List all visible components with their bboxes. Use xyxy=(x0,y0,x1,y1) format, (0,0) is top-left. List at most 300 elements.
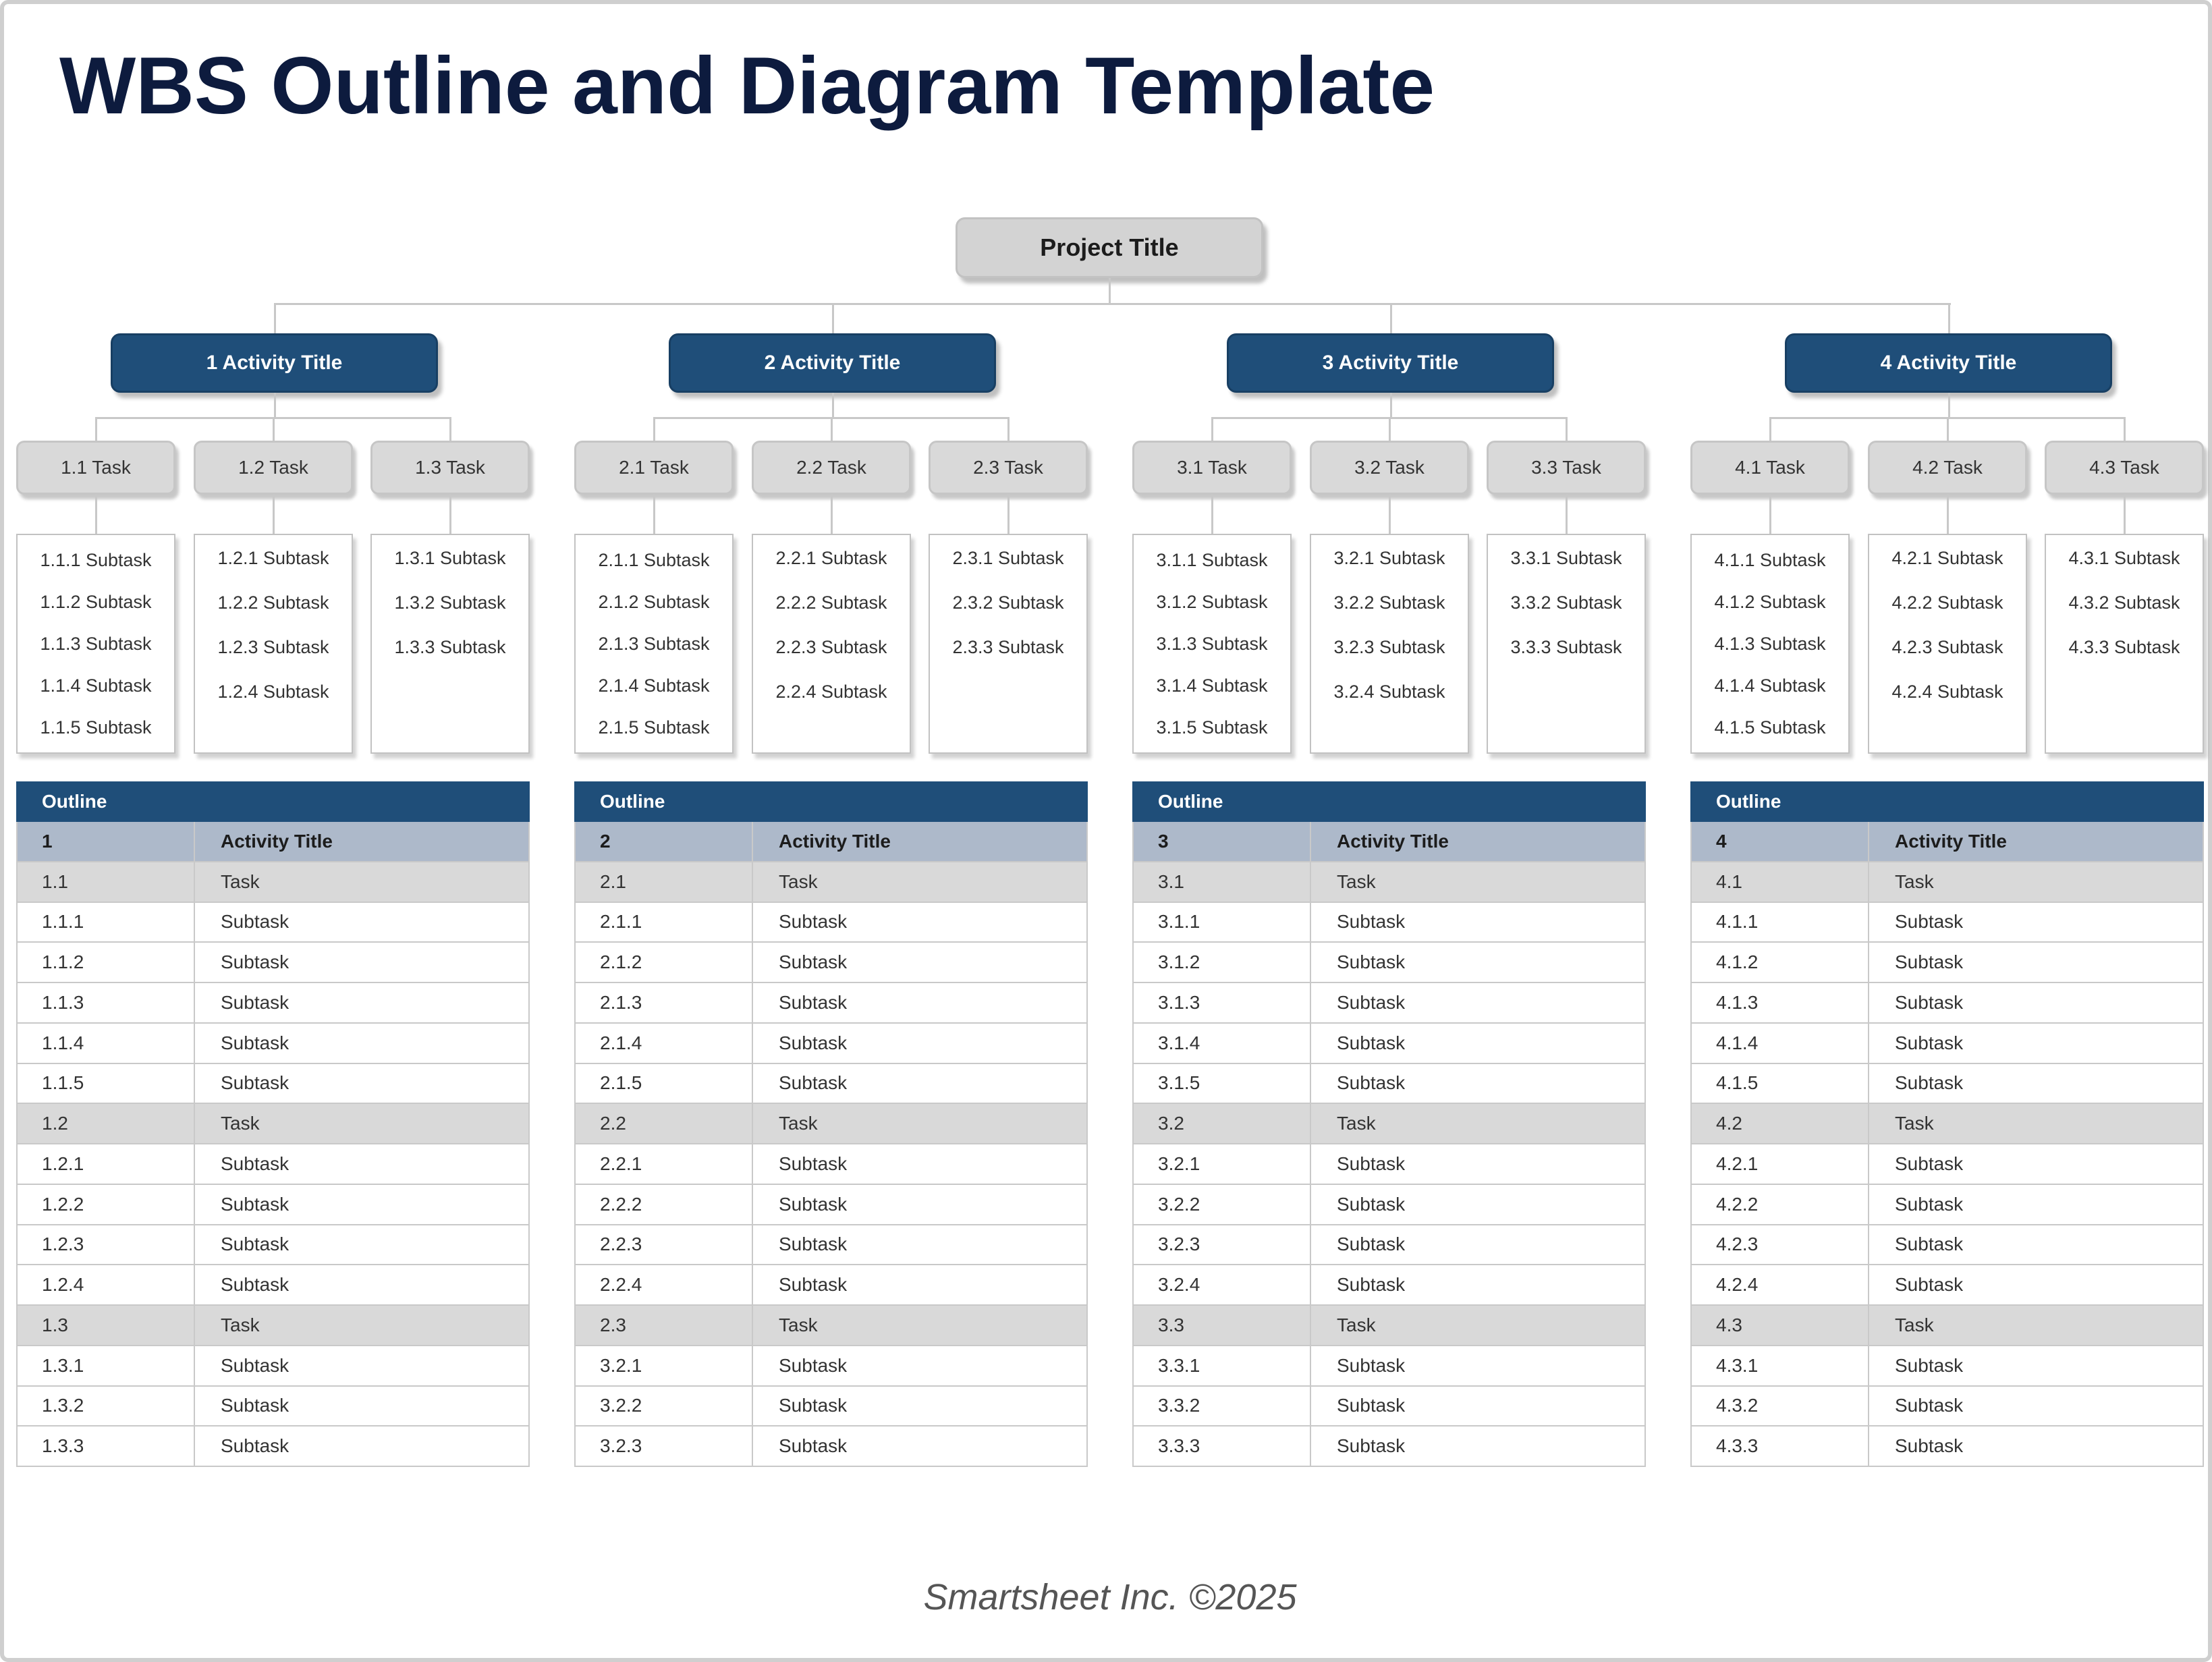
outline-subtask-row xyxy=(1691,982,2203,1023)
outline-item-name: Subtask xyxy=(752,942,1087,982)
page-title: WBS Outline and Diagram Template xyxy=(59,40,1435,131)
subtask-item: 2.3.1 Subtask xyxy=(952,548,1064,568)
outline-item-name: Subtask xyxy=(752,1386,1087,1426)
outline-item-name: Subtask xyxy=(752,902,1087,943)
subtask-box-3-2 xyxy=(1310,534,1469,754)
subtask-item: 3.2.1 Subtask xyxy=(1333,548,1445,568)
outline-item-name: Subtask xyxy=(194,1386,529,1426)
outline-number: 1.2.3 xyxy=(17,1225,194,1265)
subtask-box-1-3 xyxy=(370,534,530,754)
subtask-item: 1.3.2 Subtask xyxy=(394,592,506,613)
subtask-item: 3.3.2 Subtask xyxy=(1510,592,1622,613)
subtask-item: 1.1.4 Subtask xyxy=(40,675,152,696)
subtask-item: 3.1.3 Subtask xyxy=(1156,633,1268,654)
outline-number: 2.2.4 xyxy=(575,1265,752,1305)
outline-table-2 xyxy=(574,781,1088,1467)
subtask-item: 4.1.4 Subtask xyxy=(1714,675,1826,696)
outline-subtask-row xyxy=(17,1386,529,1426)
outline-item-name: Subtask xyxy=(1310,982,1645,1023)
outline-subtask-row xyxy=(1133,1386,1645,1426)
connector-subtask-4-3 xyxy=(2124,495,2126,534)
outline-subtask-row xyxy=(17,942,529,982)
outline-item-name: Subtask xyxy=(1310,1184,1645,1225)
task-box-3-3: 3.3 Task xyxy=(1487,441,1646,495)
outline-item-name: Task xyxy=(194,1305,529,1346)
outline-item-name: Subtask xyxy=(194,1184,529,1225)
task-box-3-2: 3.2 Task xyxy=(1310,441,1469,495)
outline-number: 2.2 xyxy=(575,1103,752,1144)
subtask-box-2-1 xyxy=(574,534,734,754)
task-box-1-1: 1.1 Task xyxy=(16,441,175,495)
outline-item-name: Subtask xyxy=(1869,1184,2203,1225)
subtask-item: 4.3.2 Subtask xyxy=(2068,592,2180,613)
connector-task-1-1-up xyxy=(95,417,97,441)
task-box-2-1: 2.1 Task xyxy=(574,441,734,495)
connector-subtask-2-2 xyxy=(831,495,833,534)
subtask-item: 4.1.1 Subtask xyxy=(1714,549,1826,570)
outline-item-name: Subtask xyxy=(194,1346,529,1386)
outline-number: 4.1.2 xyxy=(1691,942,1869,982)
outline-subtask-row xyxy=(17,1063,529,1104)
outline-number: 3.2.2 xyxy=(575,1386,752,1426)
connector-subtask-1-3 xyxy=(449,495,451,534)
outline-task-row xyxy=(1133,862,1645,902)
outline-subtask-row xyxy=(1133,1144,1645,1184)
outline-task-row xyxy=(1691,862,2203,902)
outline-item-name: Activity Title xyxy=(194,821,529,862)
outline-number: 2.1.5 xyxy=(575,1063,752,1104)
subtask-box-3-3 xyxy=(1487,534,1646,754)
subtask-item: 1.1.1 Subtask xyxy=(40,549,152,570)
outline-number: 1.2.1 xyxy=(17,1144,194,1184)
outline-subtask-row xyxy=(1133,1426,1645,1466)
outline-subtask-row xyxy=(1691,1184,2203,1225)
outline-header: Outline xyxy=(17,782,529,821)
outline-number: 4.1.4 xyxy=(1691,1023,1869,1063)
subtask-item: 3.1.2 Subtask xyxy=(1156,591,1268,612)
outline-item-name: Task xyxy=(1310,1305,1645,1346)
outline-item-name: Subtask xyxy=(1869,982,2203,1023)
outline-number: 1.3.2 xyxy=(17,1386,194,1426)
outline-task-row xyxy=(17,862,529,902)
connector-subtask-3-1 xyxy=(1211,495,1213,534)
outline-number: 2 xyxy=(575,821,752,862)
outline-subtask-row xyxy=(1133,902,1645,943)
subtask-item: 2.1.1 Subtask xyxy=(598,549,710,570)
outline-item-name: Subtask xyxy=(194,1265,529,1305)
outline-number: 2.1.2 xyxy=(575,942,752,982)
outline-item-name: Subtask xyxy=(1310,1265,1645,1305)
outline-subtask-row xyxy=(17,1023,529,1063)
outline-subtask-row xyxy=(1133,1265,1645,1305)
outline-header-row xyxy=(17,782,529,821)
outline-number: 4.1.5 xyxy=(1691,1063,1869,1104)
outline-item-name: Subtask xyxy=(1869,1265,2203,1305)
outline-task-row xyxy=(1691,1305,2203,1346)
outline-item-name: Subtask xyxy=(194,1063,529,1104)
subtask-item: 3.2.4 Subtask xyxy=(1333,682,1445,702)
outline-subtask-row xyxy=(1133,1023,1645,1063)
connector-task-2-2-up xyxy=(831,417,833,441)
subtask-item: 2.1.5 Subtask xyxy=(598,717,710,738)
connector-task-1-3-up xyxy=(449,417,451,441)
outline-subtask-row xyxy=(1133,1225,1645,1265)
connector-activity-bus xyxy=(275,303,1951,305)
subtask-item: 1.2.1 Subtask xyxy=(217,548,329,568)
outline-number: 3.2.1 xyxy=(1133,1144,1310,1184)
outline-subtask-row xyxy=(1691,1144,2203,1184)
subtask-item: 1.2.4 Subtask xyxy=(217,682,329,702)
outline-header-row xyxy=(575,782,1087,821)
outline-number: 1.3.1 xyxy=(17,1346,194,1386)
outline-number: 3.1 xyxy=(1133,862,1310,902)
outline-subtask-row xyxy=(17,1426,529,1466)
outline-subtask-row xyxy=(575,1265,1087,1305)
outline-item-name: Subtask xyxy=(1869,1023,2203,1063)
outline-number: 4.2.2 xyxy=(1691,1184,1869,1225)
subtask-item: 3.1.5 Subtask xyxy=(1156,717,1268,738)
subtask-item: 1.2.3 Subtask xyxy=(217,637,329,657)
outline-item-name: Subtask xyxy=(1869,1426,2203,1466)
outline-subtask-row xyxy=(1133,1184,1645,1225)
outline-subtask-row xyxy=(17,1144,529,1184)
outline-number: 3.3.1 xyxy=(1133,1346,1310,1386)
connector-activity-3-up xyxy=(1390,303,1392,333)
outline-task-row xyxy=(17,1103,529,1144)
outline-subtask-row xyxy=(1691,1386,2203,1426)
outline-item-name: Subtask xyxy=(752,1346,1087,1386)
subtask-item: 4.1.2 Subtask xyxy=(1714,591,1826,612)
subtask-item: 3.3.3 Subtask xyxy=(1510,637,1622,657)
task-box-1-3: 1.3 Task xyxy=(370,441,530,495)
outline-number: 1.2 xyxy=(17,1103,194,1144)
outline-item-name: Subtask xyxy=(1310,942,1645,982)
outline-item-name: Subtask xyxy=(1869,1346,2203,1386)
outline-item-name: Subtask xyxy=(1310,1023,1645,1063)
subtask-box-2-3 xyxy=(929,534,1088,754)
outline-number: 1.1.2 xyxy=(17,942,194,982)
outline-header: Outline xyxy=(1691,782,2203,821)
outline-table-4 xyxy=(1690,781,2204,1467)
connector-task-4-1-up xyxy=(1769,417,1771,441)
subtask-item: 2.2.1 Subtask xyxy=(775,548,887,568)
activity-box-4: 4 Activity Title xyxy=(1785,333,2112,393)
outline-item-name: Activity Title xyxy=(1310,821,1645,862)
outline-number: 4.2.1 xyxy=(1691,1144,1869,1184)
subtask-item: 3.2.2 Subtask xyxy=(1333,592,1445,613)
outline-subtask-row xyxy=(17,1346,529,1386)
outline-subtask-row xyxy=(17,1184,529,1225)
outline-subtask-row xyxy=(1691,1346,2203,1386)
connector-project-down xyxy=(1109,278,1111,303)
outline-number: 2.2.3 xyxy=(575,1225,752,1265)
connector-activity-2-down xyxy=(832,393,834,417)
outline-subtask-row xyxy=(575,1063,1087,1104)
subtask-item: 4.1.3 Subtask xyxy=(1714,633,1826,654)
outline-task-row xyxy=(17,1305,529,1346)
subtask-item: 1.3.3 Subtask xyxy=(394,637,506,657)
activity-box-2: 2 Activity Title xyxy=(669,333,996,393)
subtask-item: 2.2.4 Subtask xyxy=(775,682,887,702)
outline-item-name: Task xyxy=(194,1103,529,1144)
outline-number: 2.2.2 xyxy=(575,1184,752,1225)
outline-subtask-row xyxy=(17,1225,529,1265)
outline-number: 4.3.2 xyxy=(1691,1386,1869,1426)
outline-subtask-row xyxy=(1133,1063,1645,1104)
outline-number: 1.1.4 xyxy=(17,1023,194,1063)
subtask-item: 4.2.2 Subtask xyxy=(1891,592,2003,613)
outline-subtask-row xyxy=(575,902,1087,943)
subtask-box-1-1 xyxy=(16,534,175,754)
outline-subtask-row xyxy=(1133,1346,1645,1386)
footer-copyright: Smartsheet Inc. ©2025 xyxy=(923,1577,1297,1617)
subtask-item: 3.1.1 Subtask xyxy=(1156,549,1268,570)
subtask-item: 4.2.3 Subtask xyxy=(1891,637,2003,657)
subtask-box-4-3 xyxy=(2045,534,2204,754)
outline-item-name: Subtask xyxy=(1869,1225,2203,1265)
connector-activity-4-up xyxy=(1948,303,1950,333)
subtask-item: 4.3.1 Subtask xyxy=(2068,548,2180,568)
outline-number: 3.3 xyxy=(1133,1305,1310,1346)
subtask-item: 3.3.1 Subtask xyxy=(1510,548,1622,568)
outline-item-name: Subtask xyxy=(1310,1426,1645,1466)
connector-subtask-4-2 xyxy=(1947,495,1949,534)
outline-number: 4.1.1 xyxy=(1691,902,1869,943)
connector-subtask-3-3 xyxy=(1566,495,1568,534)
outline-number: 4.2 xyxy=(1691,1103,1869,1144)
outline-number: 3.2.1 xyxy=(575,1346,752,1386)
outline-subtask-row xyxy=(17,982,529,1023)
outline-item-name: Subtask xyxy=(752,1063,1087,1104)
subtask-item: 4.2.4 Subtask xyxy=(1891,682,2003,702)
outline-item-name: Subtask xyxy=(1869,1144,2203,1184)
outline-subtask-row xyxy=(17,1265,529,1305)
outline-number: 1.2.2 xyxy=(17,1184,194,1225)
outline-header: Outline xyxy=(1133,782,1645,821)
outline-number: 1.3.3 xyxy=(17,1426,194,1466)
outline-item-name: Task xyxy=(1310,1103,1645,1144)
task-box-2-2: 2.2 Task xyxy=(752,441,911,495)
outline-number: 4.3 xyxy=(1691,1305,1869,1346)
subtask-item: 2.2.3 Subtask xyxy=(775,637,887,657)
subtask-box-3-1 xyxy=(1132,534,1292,754)
outline-number: 1.1.5 xyxy=(17,1063,194,1104)
subtask-item: 1.1.5 Subtask xyxy=(40,717,152,738)
subtask-item: 2.3.3 Subtask xyxy=(952,637,1064,657)
outline-number: 2.1.1 xyxy=(575,902,752,943)
subtask-item: 1.2.2 Subtask xyxy=(217,592,329,613)
connector-subtask-4-1 xyxy=(1769,495,1771,534)
activity-box-1: 1 Activity Title xyxy=(111,333,438,393)
outline-number: 3 xyxy=(1133,821,1310,862)
outline-item-name: Task xyxy=(752,1305,1087,1346)
outline-subtask-row xyxy=(575,1225,1087,1265)
outline-subtask-row xyxy=(1691,1426,2203,1466)
outline-task-row xyxy=(1133,1103,1645,1144)
outline-number: 3.1.3 xyxy=(1133,982,1310,1023)
subtask-item: 2.1.3 Subtask xyxy=(598,633,710,654)
outline-number: 3.1.4 xyxy=(1133,1023,1310,1063)
task-box-4-2: 4.2 Task xyxy=(1868,441,2027,495)
outline-item-name: Subtask xyxy=(1310,1144,1645,1184)
subtask-item: 4.2.1 Subtask xyxy=(1891,548,2003,568)
connector-activity-1-down xyxy=(274,393,276,417)
connector-activity-4-down xyxy=(1948,393,1950,417)
subtask-item: 4.3.3 Subtask xyxy=(2068,637,2180,657)
connector-subtask-3-2 xyxy=(1389,495,1391,534)
connector-task-4-2-up xyxy=(1947,417,1949,441)
outline-item-name: Subtask xyxy=(194,1426,529,1466)
outline-item-name: Subtask xyxy=(1310,1346,1645,1386)
outline-subtask-row xyxy=(575,982,1087,1023)
subtask-box-4-2 xyxy=(1868,534,2027,754)
outline-item-name: Subtask xyxy=(194,902,529,943)
outline-number: 1.1.1 xyxy=(17,902,194,943)
connector-activity-3-down xyxy=(1390,393,1392,417)
subtask-box-2-2 xyxy=(752,534,911,754)
outline-number: 4.3.3 xyxy=(1691,1426,1869,1466)
outline-item-name: Task xyxy=(1869,862,2203,902)
subtask-item: 2.1.2 Subtask xyxy=(598,591,710,612)
outline-number: 3.1.1 xyxy=(1133,902,1310,943)
outline-table-1 xyxy=(16,781,530,1467)
task-box-4-1: 4.1 Task xyxy=(1690,441,1850,495)
outline-item-name: Subtask xyxy=(752,982,1087,1023)
outline-subtask-row xyxy=(575,1426,1087,1466)
activity-box-3: 3 Activity Title xyxy=(1227,333,1554,393)
task-box-1-2: 1.2 Task xyxy=(194,441,353,495)
outline-activity-row xyxy=(575,821,1087,862)
outline-item-name: Subtask xyxy=(1310,1225,1645,1265)
outline-task-row xyxy=(575,1103,1087,1144)
task-box-2-3: 2.3 Task xyxy=(929,441,1088,495)
outline-number: 1.2.4 xyxy=(17,1265,194,1305)
outline-item-name: Activity Title xyxy=(1869,821,2203,862)
connector-task-1-2-up xyxy=(273,417,275,441)
subtask-item: 1.1.3 Subtask xyxy=(40,633,152,654)
connector-task-3-3-up xyxy=(1566,417,1568,441)
outline-number: 4 xyxy=(1691,821,1869,862)
outline-subtask-row xyxy=(575,942,1087,982)
outline-number: 1.1.3 xyxy=(17,982,194,1023)
outline-number: 3.3.3 xyxy=(1133,1426,1310,1466)
outline-subtask-row xyxy=(1691,1023,2203,1063)
outline-item-name: Subtask xyxy=(194,982,529,1023)
outline-item-name: Subtask xyxy=(194,1144,529,1184)
connector-task-3-2-up xyxy=(1389,417,1391,441)
outline-number: 3.2.2 xyxy=(1133,1184,1310,1225)
outline-subtask-row xyxy=(1691,1265,2203,1305)
connector-subtask-2-3 xyxy=(1007,495,1010,534)
outline-header: Outline xyxy=(575,782,1087,821)
outline-number: 4.3.1 xyxy=(1691,1346,1869,1386)
outline-item-name: Subtask xyxy=(194,1023,529,1063)
outline-item-name: Task xyxy=(194,862,529,902)
connector-task-4-3-up xyxy=(2124,417,2126,441)
subtask-item: 1.3.1 Subtask xyxy=(394,548,506,568)
outline-number: 2.2.1 xyxy=(575,1144,752,1184)
subtask-item: 2.3.2 Subtask xyxy=(952,592,1064,613)
outline-subtask-row xyxy=(575,1184,1087,1225)
outline-item-name: Task xyxy=(1310,862,1645,902)
task-box-4-3: 4.3 Task xyxy=(2045,441,2204,495)
outline-item-name: Subtask xyxy=(194,1225,529,1265)
outline-item-name: Subtask xyxy=(194,942,529,982)
outline-subtask-row xyxy=(575,1346,1087,1386)
outline-number: 4.1 xyxy=(1691,862,1869,902)
outline-item-name: Subtask xyxy=(752,1184,1087,1225)
outline-number: 3.1.5 xyxy=(1133,1063,1310,1104)
outline-activity-row xyxy=(1691,821,2203,862)
outline-item-name: Subtask xyxy=(1869,902,2203,943)
subtask-item: 2.1.4 Subtask xyxy=(598,675,710,696)
outline-subtask-row xyxy=(575,1386,1087,1426)
outline-header-row xyxy=(1133,782,1645,821)
outline-number: 4.2.4 xyxy=(1691,1265,1869,1305)
outline-subtask-row xyxy=(1691,1063,2203,1104)
outline-item-name: Subtask xyxy=(1310,1386,1645,1426)
outline-task-row xyxy=(575,862,1087,902)
outline-item-name: Activity Title xyxy=(752,821,1087,862)
outline-header-row xyxy=(1691,782,2203,821)
outline-number: 3.2.3 xyxy=(1133,1225,1310,1265)
subtask-box-1-2 xyxy=(194,534,353,754)
outline-number: 4.1.3 xyxy=(1691,982,1869,1023)
outline-number: 3.3.2 xyxy=(1133,1386,1310,1426)
connector-task-2-1-up xyxy=(653,417,655,441)
subtask-item: 2.2.2 Subtask xyxy=(775,592,887,613)
outline-number: 1.3 xyxy=(17,1305,194,1346)
subtask-item: 1.1.2 Subtask xyxy=(40,591,152,612)
outline-number: 3.1.2 xyxy=(1133,942,1310,982)
outline-number: 3.2.4 xyxy=(1133,1265,1310,1305)
outline-item-name: Subtask xyxy=(1310,902,1645,943)
outline-subtask-row xyxy=(1133,982,1645,1023)
connector-subtask-2-1 xyxy=(653,495,655,534)
outline-item-name: Subtask xyxy=(1869,942,2203,982)
outline-number: 3.2 xyxy=(1133,1103,1310,1144)
outline-task-row xyxy=(1133,1305,1645,1346)
outline-item-name: Subtask xyxy=(1869,1386,2203,1426)
outline-item-name: Task xyxy=(752,1103,1087,1144)
outline-activity-row xyxy=(17,821,529,862)
outline-item-name: Subtask xyxy=(1869,1063,2203,1104)
task-box-3-1: 3.1 Task xyxy=(1132,441,1292,495)
outline-subtask-row xyxy=(17,902,529,943)
connector-activity-1-up xyxy=(274,303,276,333)
outline-subtask-row xyxy=(1133,942,1645,982)
outline-table-3 xyxy=(1132,781,1646,1467)
subtask-item: 4.1.5 Subtask xyxy=(1714,717,1826,738)
outline-subtask-row xyxy=(1691,942,2203,982)
outline-number: 2.3 xyxy=(575,1305,752,1346)
connector-task-3-1-up xyxy=(1211,417,1213,441)
outline-activity-row xyxy=(1133,821,1645,862)
outline-number: 1 xyxy=(17,821,194,862)
outline-subtask-row xyxy=(575,1023,1087,1063)
outline-item-name: Subtask xyxy=(752,1023,1087,1063)
outline-number: 1.1 xyxy=(17,862,194,902)
outline-number: 2.1.4 xyxy=(575,1023,752,1063)
outline-item-name: Subtask xyxy=(1310,1063,1645,1104)
outline-item-name: Subtask xyxy=(752,1426,1087,1466)
outline-item-name: Task xyxy=(752,862,1087,902)
outline-item-name: Task xyxy=(1869,1103,2203,1144)
outline-subtask-row xyxy=(575,1144,1087,1184)
outline-item-name: Subtask xyxy=(752,1265,1087,1305)
outline-task-row xyxy=(575,1305,1087,1346)
connector-activity-2-up xyxy=(832,303,834,333)
